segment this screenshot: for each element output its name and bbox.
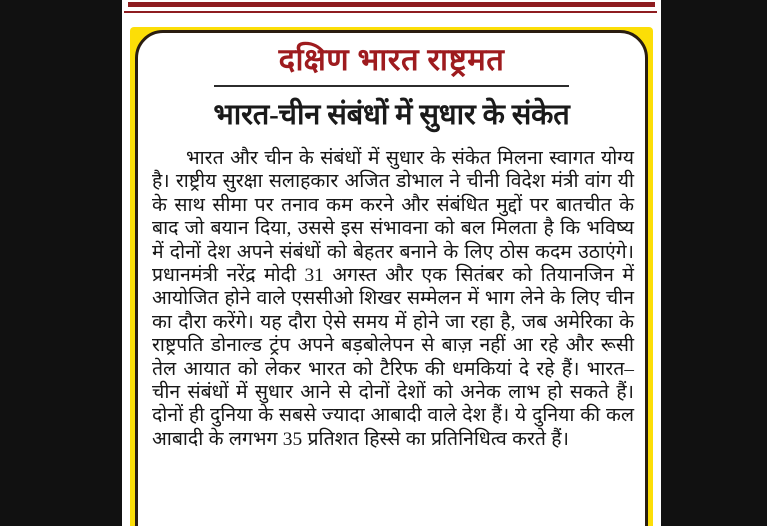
masthead-divider [214, 85, 569, 87]
top-rule-thin [124, 11, 657, 13]
yellow-clipping-frame [130, 27, 653, 526]
masthead-title: दक्षिण भारत राष्ट्रमत [278, 42, 505, 77]
article-headline: भारत-चीन संबंधों में सुधार के संकेत [213, 98, 570, 131]
article-body: भारत और चीन के संबंधों में सुधार के संकेत मिलना स्वागत योग्य है। राष्ट्रीय सुरक्षा सलाहकार अजित डोभाल ने चीनी विदेश मंत्री वांग यी के साथ सीमा पर तनाव कम करने और संबंधित मुद्दों पर बातचीत के बाद जो बयान दिया, उससे इस संभावना को बल मिलता है कि भविष्य में दोनों देश अपने संबंधों को बेहतर बनाने के लिए ठोस कदम उठाएंगे। प्रधानमंत्री नरेंद्र मोदी 31 अगस्त और एक सितंबर को तियानजिन में आयोजित होने वाले एससीओ शिखर सम्मेलन में भाग लेने के लिए चीन का दौरा करेंगे। यह दौरा ऐसे समय में होने जा रहा है, जब अमेरिका के राष्ट्रपति डोनाल्ड ट्रंप अपने बड़बोलेपन से बाज़ नहीं आ रहे और रूसी तेल आयात को लेकर भारत को टैरिफ की धमकियां दे रहे हैं। भारत–चीन संबंधों में सुधार आने से दोनों देशों को अनेक लाभ हो सकते हैं। दोनों ही दुनिया के सबसे ज्यादा आबादी वाले देश हैं। ये दुनिया की कल आबादी के लगभग 35 प्रतिशत हिस्से का प्रतिनिधित्व करते हैं। [152, 148, 634, 450]
backdrop-left-gutter [0, 0, 122, 526]
masthead [138, 44, 645, 87]
backdrop-right-gutter [661, 0, 767, 526]
top-rule-thick [128, 2, 655, 7]
clipping-content-box [135, 30, 648, 526]
newspaper-page [122, 0, 661, 526]
